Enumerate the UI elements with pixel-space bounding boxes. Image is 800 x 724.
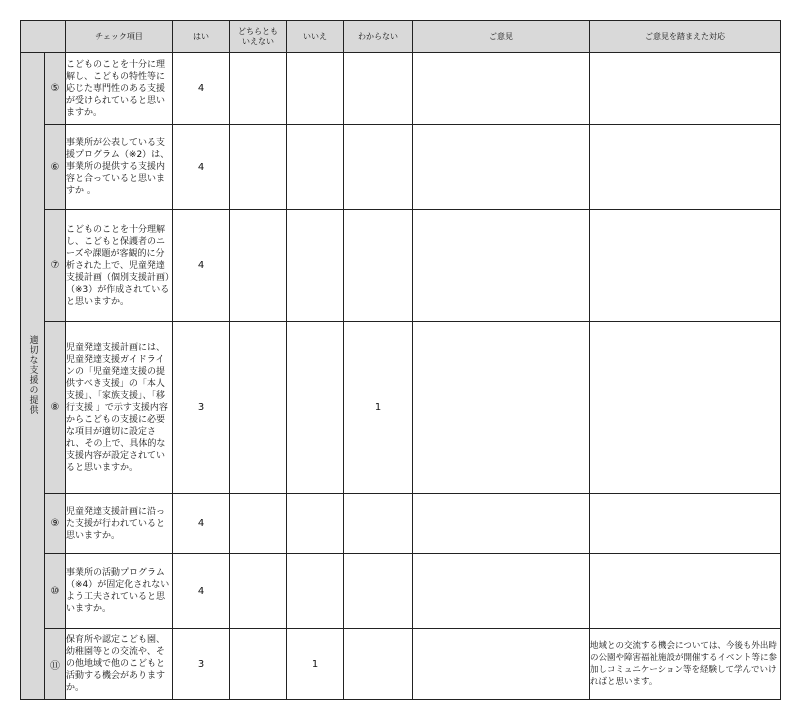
check-item-text: 児童発達支援計画には、児童発達支援ガイドラインの「児童発達支援の提供すべき支援」の「本人支援」、「家族支援」、「移行支援 」で示す支援内容からこどもの支援に必要な項目が適切に設定され、その上で、具体的な支援内容が設定されていると思いますか。 (66, 322, 173, 494)
yes-count: 4 (173, 210, 230, 322)
header-yes: はい (173, 21, 230, 53)
section-label-cell (21, 53, 45, 700)
header-no: いいえ (287, 21, 344, 53)
opinion-cell (413, 629, 590, 700)
survey-table (20, 20, 781, 700)
response-cell: 地域との交流する機会については、今後も外出時の公園や障害福祉施設が開催するイベント等に参加しコミュニケーション等を経験して学んでいければと思います。 (590, 629, 781, 700)
unknown-count (344, 210, 413, 322)
table-row (21, 494, 781, 554)
table-row (21, 554, 781, 629)
section-label: 適切な支援の提供 (27, 334, 38, 415)
header-opinion: ご意見 (413, 21, 590, 53)
unknown-count (344, 629, 413, 700)
unknown-count (344, 554, 413, 629)
neither-count (230, 629, 287, 700)
header-neither-line2: いえない (242, 36, 274, 46)
opinion-cell (413, 125, 590, 210)
opinion-cell (413, 494, 590, 554)
unknown-count: 1 (344, 322, 413, 494)
row-number: ⑤ (45, 53, 66, 125)
response-cell (590, 53, 781, 125)
yes-count: 3 (173, 322, 230, 494)
row-number: ⑪ (45, 629, 66, 700)
row-number: ⑨ (45, 494, 66, 554)
yes-count: 4 (173, 53, 230, 125)
row-number: ⑩ (45, 554, 66, 629)
neither-count (230, 554, 287, 629)
row-number: ⑧ (45, 322, 66, 494)
table-row (21, 125, 781, 210)
header-unknown: わからない (344, 21, 413, 53)
check-item-text: 児童発達支援計画に沿った支援が行われていると思いますか。 (66, 494, 173, 554)
no-count (287, 494, 344, 554)
header-row (21, 21, 781, 53)
response-cell (590, 554, 781, 629)
no-count (287, 210, 344, 322)
unknown-count (344, 53, 413, 125)
no-count (287, 125, 344, 210)
check-item-text: こどものことを十分に理解し、こどもの特性等に応じた専門性のある支援が受けられていると思いますか。 (66, 53, 173, 125)
row-number: ⑦ (45, 210, 66, 322)
neither-count (230, 494, 287, 554)
neither-count (230, 53, 287, 125)
no-count: 1 (287, 629, 344, 700)
no-count (287, 53, 344, 125)
check-item-text: 事業所の活動プログラム（※4）が固定化されないよう工夫されていると思いますか。 (66, 554, 173, 629)
yes-count: 4 (173, 554, 230, 629)
neither-count (230, 322, 287, 494)
response-cell (590, 125, 781, 210)
table-row (21, 629, 781, 700)
response-cell (590, 210, 781, 322)
yes-count: 4 (173, 125, 230, 210)
neither-count (230, 210, 287, 322)
header-blank (21, 21, 66, 53)
no-count (287, 554, 344, 629)
opinion-cell (413, 53, 590, 125)
unknown-count (344, 494, 413, 554)
check-item-text: こどものことを十分理解し、こどもと保護者のニーズや課題が客観的に分析された上で、児童発達支援計画（個別支援計画）（※3）が作成されていると思いますか。 (66, 210, 173, 322)
unknown-count (344, 125, 413, 210)
neither-count (230, 125, 287, 210)
header-neither (230, 21, 287, 53)
table-row (21, 322, 781, 494)
yes-count: 3 (173, 629, 230, 700)
opinion-cell (413, 322, 590, 494)
response-cell (590, 494, 781, 554)
table-row (21, 53, 781, 125)
header-neither-line1: どちらとも (238, 26, 278, 36)
row-number: ⑥ (45, 125, 66, 210)
check-item-text: 事業所が公表している支援プログラム（※2）は、事業所の提供する支援内容と合っていると思いますか 。 (66, 125, 173, 210)
header-check-item: チェック項目 (66, 21, 173, 53)
no-count (287, 322, 344, 494)
opinion-cell (413, 210, 590, 322)
check-item-text: 保育所や認定こども園、幼稚園等との交流や、その他地域で他のこどもと活動する機会がありますか。 (66, 629, 173, 700)
response-cell (590, 322, 781, 494)
header-response: ご意見を踏まえた対応 (590, 21, 781, 53)
table-row (21, 210, 781, 322)
opinion-cell (413, 554, 590, 629)
yes-count: 4 (173, 494, 230, 554)
